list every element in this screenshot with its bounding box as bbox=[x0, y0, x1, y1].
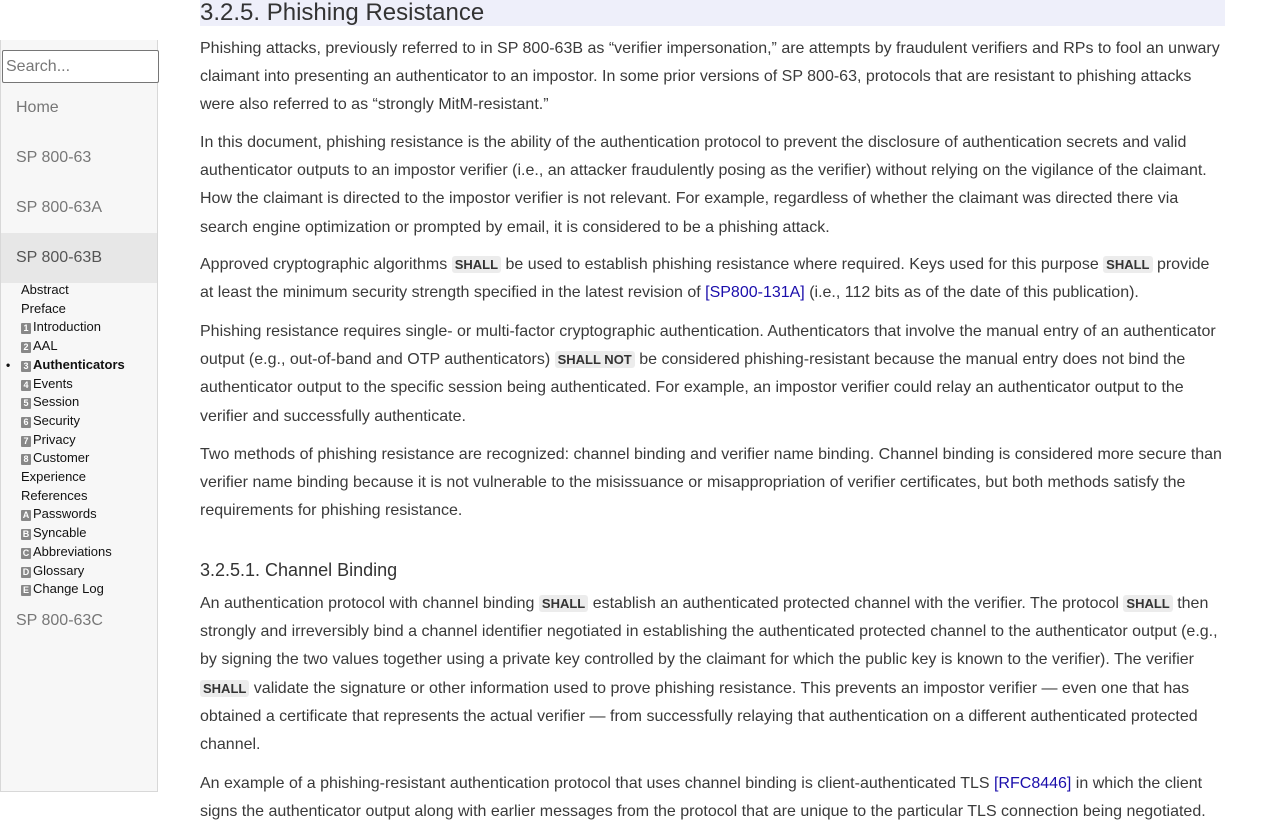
section-number-badge: 1 bbox=[21, 323, 31, 334]
paragraph bbox=[200, 590, 1225, 759]
text: validate the signature or other information used to prove phishing resistance. This prevents an impostor verifier — even one that has obtained a certificate that represents the actual verifier — from successfully relaying that authentication on a different authenticated protected channel. bbox=[200, 679, 1198, 754]
text: Approved cryptographic algorithms bbox=[200, 256, 452, 273]
text: in which the client signs the authenticator output along with earlier messages from the protocol that are unique to the particular TLS connection being negotiated. bbox=[200, 775, 1206, 821]
section-number-badge: 5 bbox=[21, 398, 31, 409]
paragraph bbox=[200, 251, 1225, 307]
subnav-item-customer-experience[interactable] bbox=[21, 449, 121, 486]
subnav-item-security[interactable] bbox=[21, 412, 157, 431]
normative-keyword: SHALL bbox=[1103, 256, 1152, 273]
subnav-item-references[interactable] bbox=[21, 487, 157, 506]
nav-item-sp-800-63b[interactable]: SP 800-63B bbox=[1, 233, 157, 283]
reference-link[interactable]: [RFC8446] bbox=[993, 775, 1072, 792]
text: An example of a phishing-resistant authentication protocol that uses channel binding is client-authenticated TLS bbox=[200, 775, 994, 792]
normative-keyword: SHALL NOT bbox=[555, 351, 635, 368]
appendix-letter-badge: B bbox=[22, 529, 30, 540]
section-title: 3.2.5. Phishing Resistance bbox=[200, 0, 1225, 26]
paragraph: Two methods of phishing resistance are recognized: channel binding and verifier name binding. Channel binding is considered more secure than verifier name binding because it is not vulnerable to the misissuance or misappropriation of verifier certificates, but both methods satisfy the requirements for phishing resistance. bbox=[200, 446, 1222, 520]
subnav-item-syncable[interactable] bbox=[21, 524, 157, 543]
paragraph: In this document, phishing resistance is the ability of the authentication protocol to prevent the disclosure of authentication secrets and valid authenticator outputs to an impostor verifier (i.e., an attacker fraudulently posing as the verifier) without relying on the vigilance of the claimant. How the claimant is directed to the impostor verifier is not relevant. For example, regardless of whether the claimant was directed there via search engine optimization or prompted by email, it is considered to be a phishing attack. bbox=[200, 134, 1207, 236]
reference-link[interactable]: [SP800-131A] bbox=[705, 284, 805, 302]
text: then strongly and irreversibly bind a channel identifier negotiated in establishing the authenticated protected channel to the authenticator output (e.g., by signing the two values together using a private key controlled by the claimant for which the public key is known to the verifier). The verifier bbox=[200, 595, 1218, 669]
subnav-label: Introduction bbox=[33, 319, 101, 335]
normative-keyword: SHALL bbox=[1123, 595, 1172, 612]
appendix-letter-badge: E bbox=[22, 585, 29, 596]
nav-item-sp-800-63[interactable]: SP 800-63 bbox=[16, 149, 92, 166]
sidebar bbox=[0, 40, 158, 792]
subnav-list bbox=[21, 281, 157, 599]
subnav-label: Preface bbox=[21, 300, 66, 316]
subnav-item-authenticators[interactable] bbox=[21, 356, 157, 375]
subnav-label: Abstract bbox=[21, 282, 69, 297]
section-number-badge: 6 bbox=[21, 417, 31, 428]
search-input[interactable] bbox=[2, 50, 159, 83]
subnav-item-abbreviations[interactable] bbox=[21, 543, 157, 562]
text: An authentication protocol with channel binding bbox=[200, 595, 539, 612]
subnav-label: Change Log bbox=[33, 581, 104, 597]
subnav-label: Glossary bbox=[33, 562, 85, 578]
nav-item-sp-800-63c[interactable]: SP 800-63C bbox=[16, 612, 103, 629]
subnav-label: Authenticators bbox=[33, 356, 125, 372]
normative-keyword: SHALL bbox=[539, 595, 588, 612]
appendix-letter-badge: A bbox=[22, 510, 30, 521]
section-number-badge: 4 bbox=[21, 380, 31, 391]
nav-item-home[interactable]: Home bbox=[16, 99, 59, 116]
subnav-label: Abbreviations bbox=[33, 543, 112, 559]
subnav-label: Privacy bbox=[33, 431, 76, 447]
appendix-letter-badge: D bbox=[22, 566, 30, 577]
subnav-label: Passwords bbox=[33, 506, 97, 522]
text: Phishing resistance requires single- or multi-factor cryptographic authentication. Authenticators that involve the manual entry of an authenticator output (e.g., out-of-band and OTP authenticators) bbox=[200, 323, 1216, 369]
subnav-label: References bbox=[21, 487, 88, 503]
text: provide at least the minimum security strength specified in the latest revision of bbox=[200, 256, 1210, 302]
subnav-label: Syncable bbox=[33, 525, 87, 541]
normative-keyword: SHALL bbox=[452, 256, 501, 273]
section-number-badge: 8 bbox=[21, 454, 31, 465]
normative-keyword: SHALL bbox=[200, 680, 249, 697]
paragraph bbox=[200, 318, 1225, 431]
subnav-item-introduction[interactable] bbox=[21, 318, 157, 337]
subnav-item-preface[interactable] bbox=[21, 300, 157, 319]
text: be used to establish phishing resistance where required. Keys used for this purpose bbox=[501, 256, 1104, 273]
text: be considered phishing-resistant because the manual entry does not bind the authenticator output to the specific session being authenticated. For example, an impostor verifier could relay an authenticator output to the verifier and successfully authenticate. bbox=[200, 351, 1186, 425]
paragraph: Phishing attacks, previously referred to in SP 800-63B as “verifier impersonation,” are attempts by fraudulent verifiers and RPs to fool an unwary claimant into presenting an authenticator to an impostor. In some prior versions of SP 800-63, protocols that are resistant to phishing attacks were also referred to as “strongly MitM-resistant.” bbox=[200, 40, 1220, 114]
text: (i.e., 112 bits as of the date of this publication). bbox=[804, 284, 1139, 302]
section-number-badge: 3 bbox=[21, 361, 31, 372]
subnav-item-glossary[interactable] bbox=[21, 562, 157, 581]
subnav-label: Events bbox=[33, 375, 73, 391]
subnav-item-passwords[interactable] bbox=[21, 505, 157, 524]
section-number-badge: 2 bbox=[21, 342, 31, 353]
section-number-badge: 7 bbox=[21, 436, 31, 447]
subsection-title: 3.2.5.1. Channel Binding bbox=[200, 560, 398, 580]
appendix-letter-badge: C bbox=[22, 547, 30, 558]
subnav-label: Session bbox=[33, 394, 80, 410]
subnav-item-abstract[interactable] bbox=[21, 281, 157, 300]
text: establish an authenticated protected channel with the verifier. The protocol bbox=[588, 595, 1124, 612]
nav-item-sp-800-63a[interactable]: SP 800-63A bbox=[16, 199, 102, 216]
subnav-label: Security bbox=[33, 412, 80, 428]
paragraph bbox=[200, 770, 1225, 826]
subnav-label: AAL bbox=[33, 338, 58, 354]
subnav-item-events[interactable] bbox=[21, 375, 157, 394]
subnav-label: Customer Experience bbox=[21, 450, 90, 485]
subnav-item-privacy[interactable] bbox=[21, 431, 157, 450]
subnav-item-session[interactable] bbox=[21, 393, 157, 412]
subnav-item-aal[interactable] bbox=[21, 337, 157, 356]
